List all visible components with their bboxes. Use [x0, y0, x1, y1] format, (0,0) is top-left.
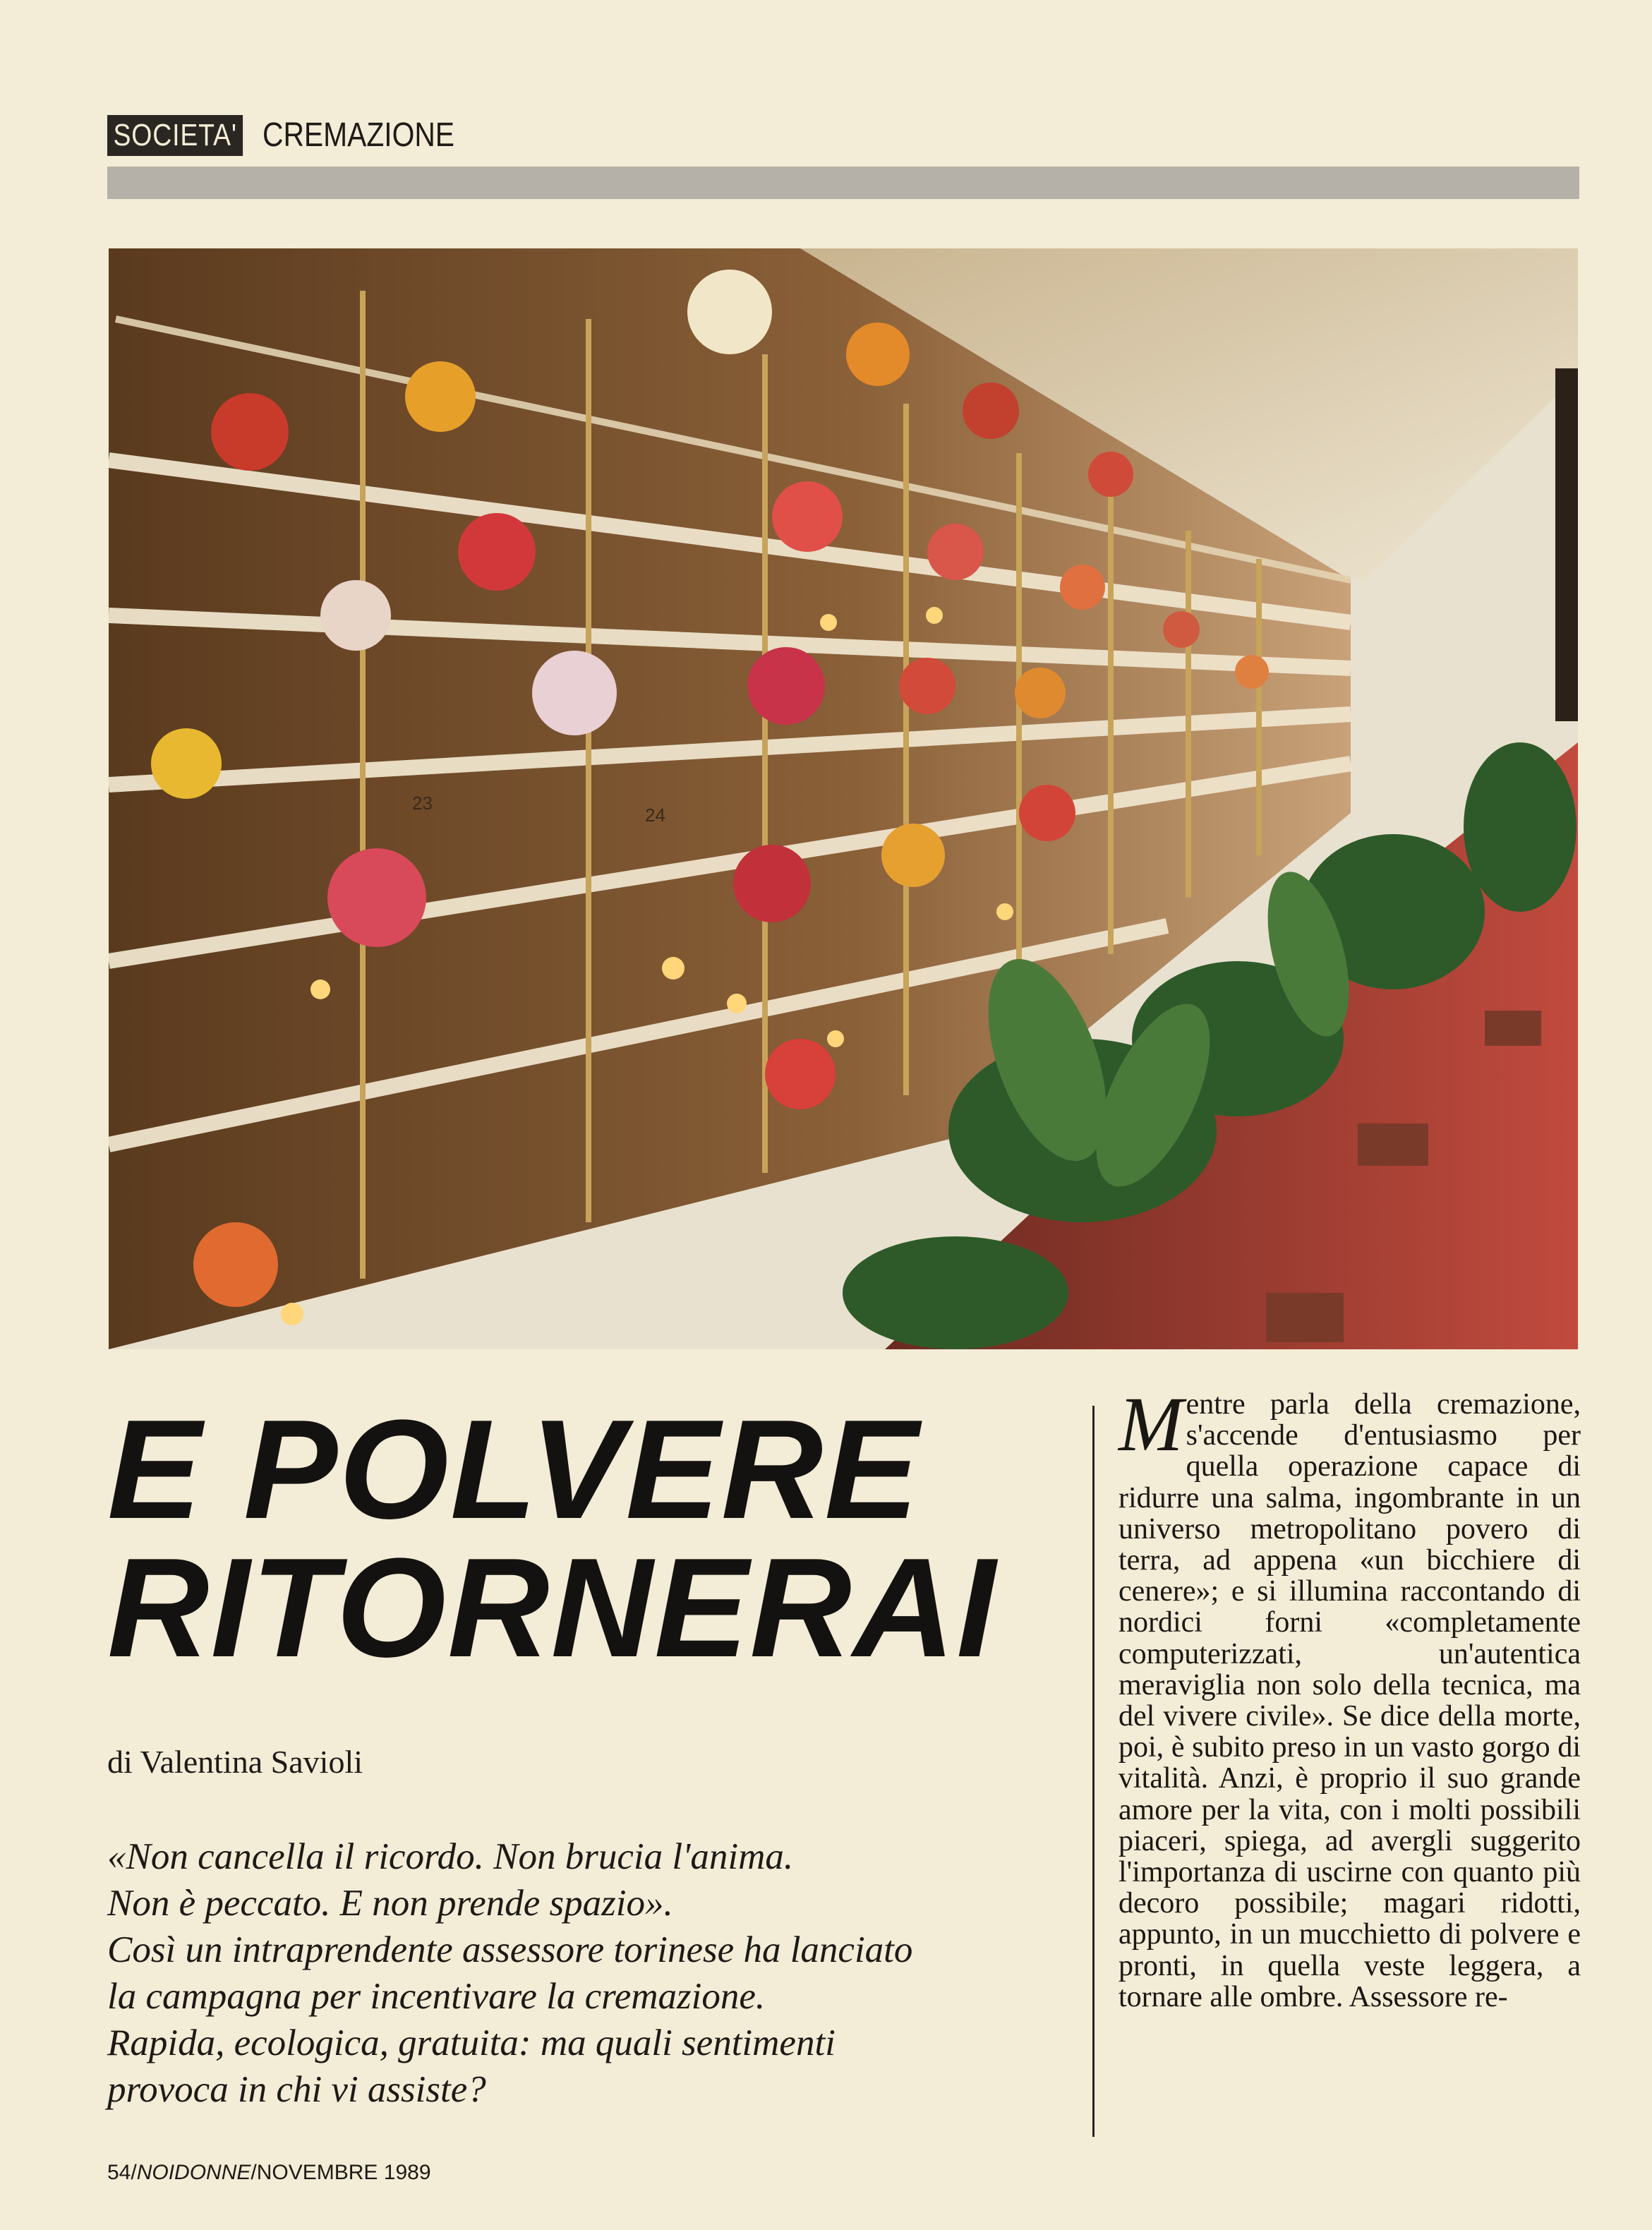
drop-cap: M [1119, 1381, 1183, 1467]
headline-line-1: E POLVERE [107, 1391, 920, 1548]
byline: di Valentina Savioli [107, 1744, 363, 1780]
article-body [1119, 1381, 1581, 2013]
deck-line: Rapida, ecologica, gratuita: ma quali sentimenti [107, 2023, 836, 2063]
topic-label: CREMAZIONE [263, 116, 455, 154]
article-deck [107, 1833, 1109, 2113]
column-rule [1092, 1406, 1095, 2137]
columbarium-illustration [109, 248, 1578, 1349]
deck-line: Così un intraprendente assessore torinese ha lanciato [107, 1929, 913, 1970]
article-headline [107, 1391, 1095, 1687]
deck-line: la campagna per incentivare la cremazione. [107, 1976, 766, 2017]
deck-line: provoca in chi vi assiste? [107, 2069, 486, 2110]
section-label: SOCIETA' [107, 115, 243, 156]
cemetery-niche-photo [109, 248, 1578, 1349]
niche-number-23: 23 [412, 792, 433, 814]
section-header [107, 113, 488, 158]
body-text: entre parla della cremazione, s'accende d'entusiasmo per quella operazione capace di ridurre una salma, ingombrante in un universo metropolitano povero di terra, ad appena «un bicchiere di cenere»; e si illumina raccontando di nordici forni «completamente computerizzati, un'autentica meraviglia non solo della tecnica, ma del vivere civile». Se dice della morte, poi, è subito preso in un vasto gorgo di vitalità. Anzi, è proprio il suo grande amore per la vita, con i molti possibili piaceri, spiega, ad avergli suggerito l'importanza di uscirne con quanto più decoro possibile; magari ridotti, appunto, in un mucchietto di polvere e pronti, in quella veste leggera, a tornare alle ombre. Assessore re- [1119, 1388, 1581, 2013]
headline-line-2: RITORNERAI [107, 1529, 997, 1687]
header-rule-bar [107, 167, 1579, 199]
page-footer [107, 2161, 431, 2185]
magazine-name: NOIDONNE [136, 2161, 251, 2184]
niche-number-24: 24 [645, 804, 665, 826]
deck-line: «Non cancella il ricordo. Non brucia l'anima. [107, 1836, 794, 1877]
page-number: 54/ [107, 2161, 137, 2184]
issue-date: /NOVEMBRE 1989 [251, 2161, 431, 2184]
deck-line: Non è peccato. E non prende spazio». [107, 1883, 673, 1924]
